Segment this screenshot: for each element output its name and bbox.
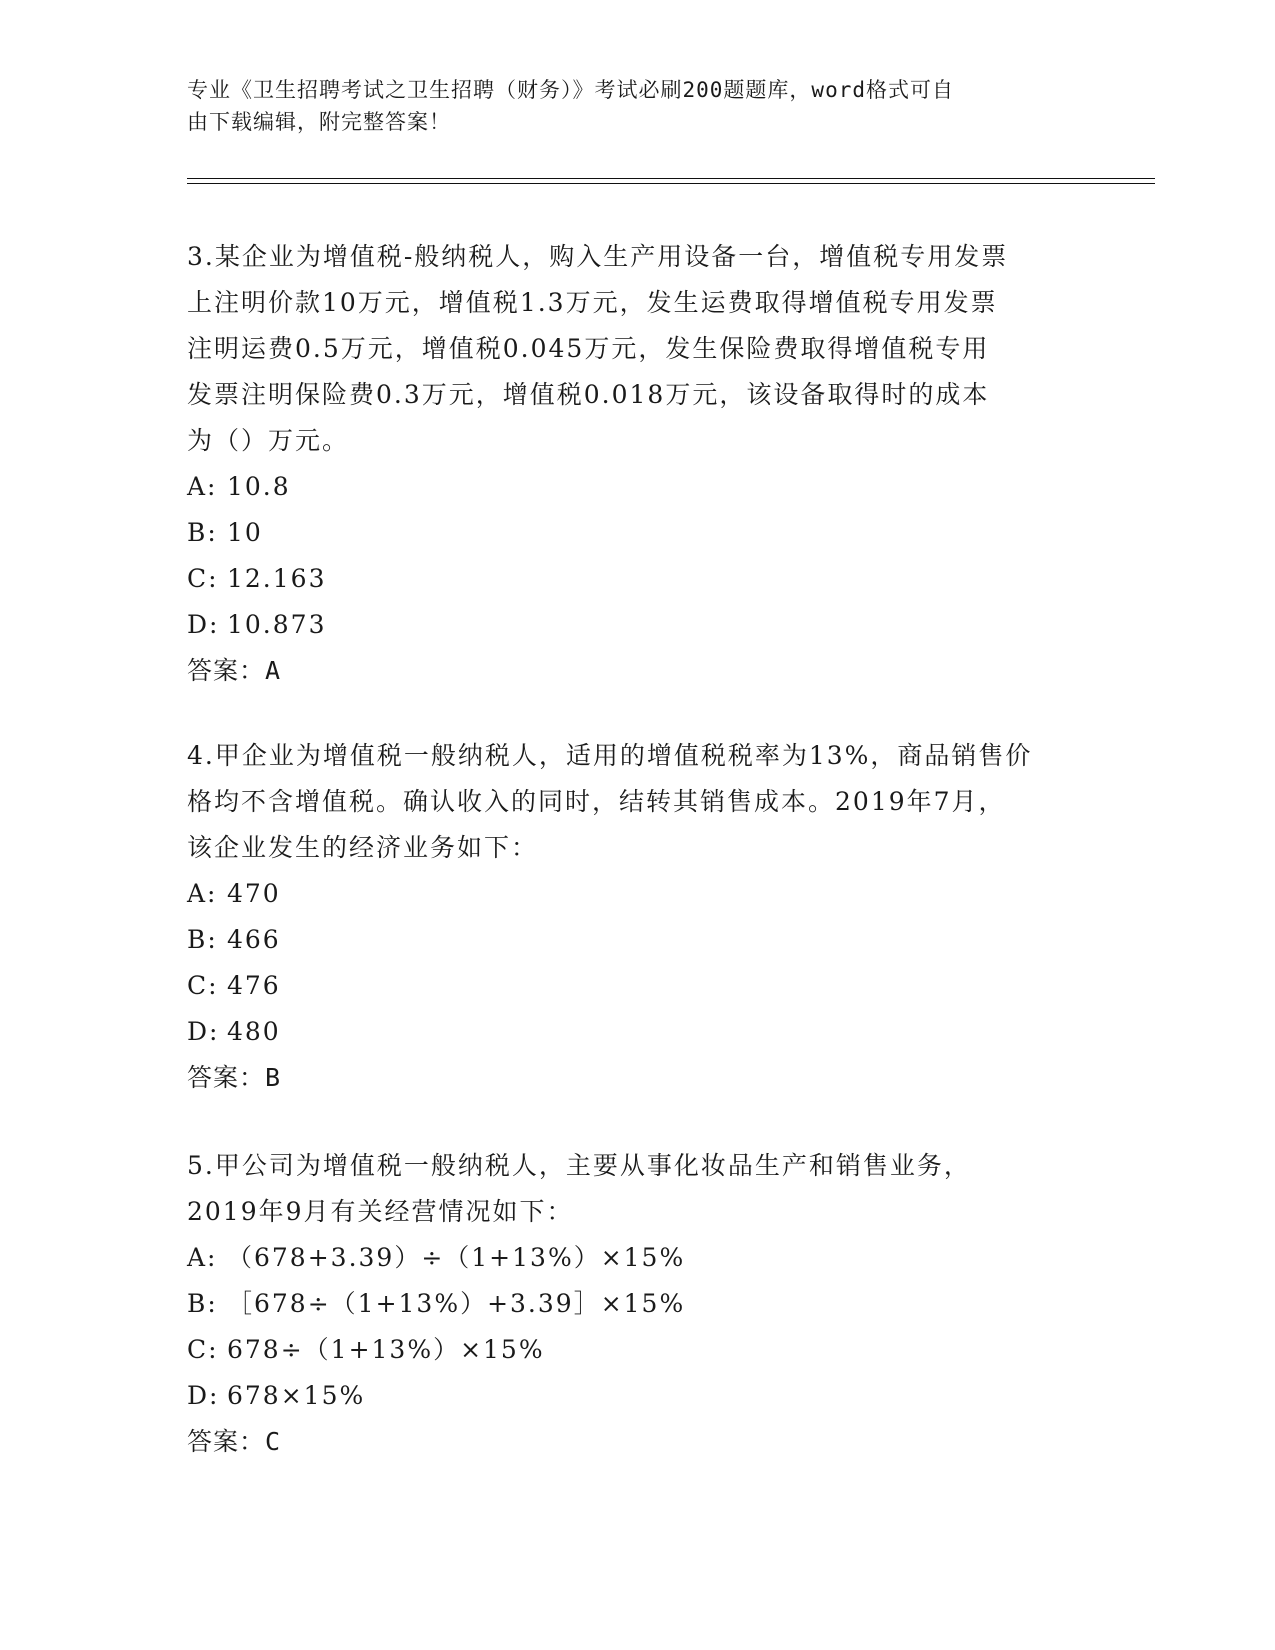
option-value: 470 (227, 879, 281, 908)
option-b (187, 1281, 1087, 1327)
question-3 (187, 234, 1087, 694)
option-value: 10.873 (227, 610, 327, 639)
option-value: （678+3.39）÷（1+13%）×15% (227, 1243, 686, 1272)
option-value: ［678÷（1+13%）+3.39］×15% (227, 1289, 686, 1318)
option-d (187, 1009, 1087, 1055)
option-letter: A: (187, 879, 218, 908)
question-text-line: 注明运费0.5万元，增值税0.045万元，发生保险费取得增值税专用 (187, 334, 990, 363)
option-value: 480 (227, 1017, 281, 1046)
option-c (187, 963, 1087, 1009)
option-letter: B: (187, 518, 218, 547)
option-b (187, 510, 1087, 556)
header-divider-top (187, 178, 1155, 179)
option-value: 10 (227, 518, 263, 547)
answer-line: 答案：A (187, 656, 282, 685)
option-letter: C: (187, 1335, 219, 1364)
header-line-2: 由下载编辑，附完整答案！ (187, 110, 451, 134)
question-text-line: 该企业发生的经济业务如下： (187, 833, 539, 862)
question-4 (187, 733, 1087, 1101)
option-value: 466 (227, 925, 281, 954)
option-value: 678×15% (227, 1381, 366, 1410)
option-d (187, 602, 1087, 648)
option-letter: A: (187, 1243, 218, 1272)
option-value: 10.8 (227, 472, 291, 501)
option-letter: C: (187, 971, 219, 1000)
option-letter: B: (187, 925, 218, 954)
question-text-line: 5.甲公司为增值税一般纳税人，主要从事化妆品生产和销售业务， (187, 1151, 971, 1180)
option-a (187, 871, 1087, 917)
header-divider-bottom (187, 183, 1155, 184)
option-value: 12.163 (227, 564, 327, 593)
option-letter: A: (187, 472, 218, 501)
option-d (187, 1373, 1087, 1419)
option-a (187, 1235, 1087, 1281)
option-value: 678÷（1+13%）×15% (227, 1335, 545, 1364)
document-header (187, 74, 1067, 138)
header-line-1: 专业《卫生招聘考试之卫生招聘（财务）》考试必刷200题题库，word格式可自 (187, 78, 954, 102)
question-text-line: 3.某企业为增值税-般纳税人，购入生产用设备一台，增值税专用发票 (187, 242, 1009, 271)
question-text-line: 格均不含增值税。确认收入的同时，结转其销售成本。2019年7月， (187, 787, 1006, 816)
question-text-line: 4.甲企业为增值税一般纳税人，适用的增值税税率为13%，商品销售价 (187, 741, 1033, 770)
option-value: 476 (227, 971, 281, 1000)
question-text-line: 2019年9月有关经营情况如下： (187, 1197, 574, 1226)
question-text-line: 为（）万元。 (187, 426, 350, 455)
question-text-line: 发票注明保险费0.3万元，增值税0.018万元，该设备取得时的成本 (187, 380, 990, 409)
option-letter: D: (187, 610, 220, 639)
answer-line: 答案：C (187, 1427, 282, 1456)
option-letter: D: (187, 1381, 220, 1410)
option-c (187, 556, 1087, 602)
option-b (187, 917, 1087, 963)
option-c (187, 1327, 1087, 1373)
question-text-line: 上注明价款10万元，增值税1.3万元，发生运费取得增值税专用发票 (187, 288, 998, 317)
question-5 (187, 1143, 1087, 1465)
option-a (187, 464, 1087, 510)
option-letter: C: (187, 564, 219, 593)
answer-line: 答案：B (187, 1063, 282, 1092)
option-letter: D: (187, 1017, 220, 1046)
option-letter: B: (187, 1289, 218, 1318)
